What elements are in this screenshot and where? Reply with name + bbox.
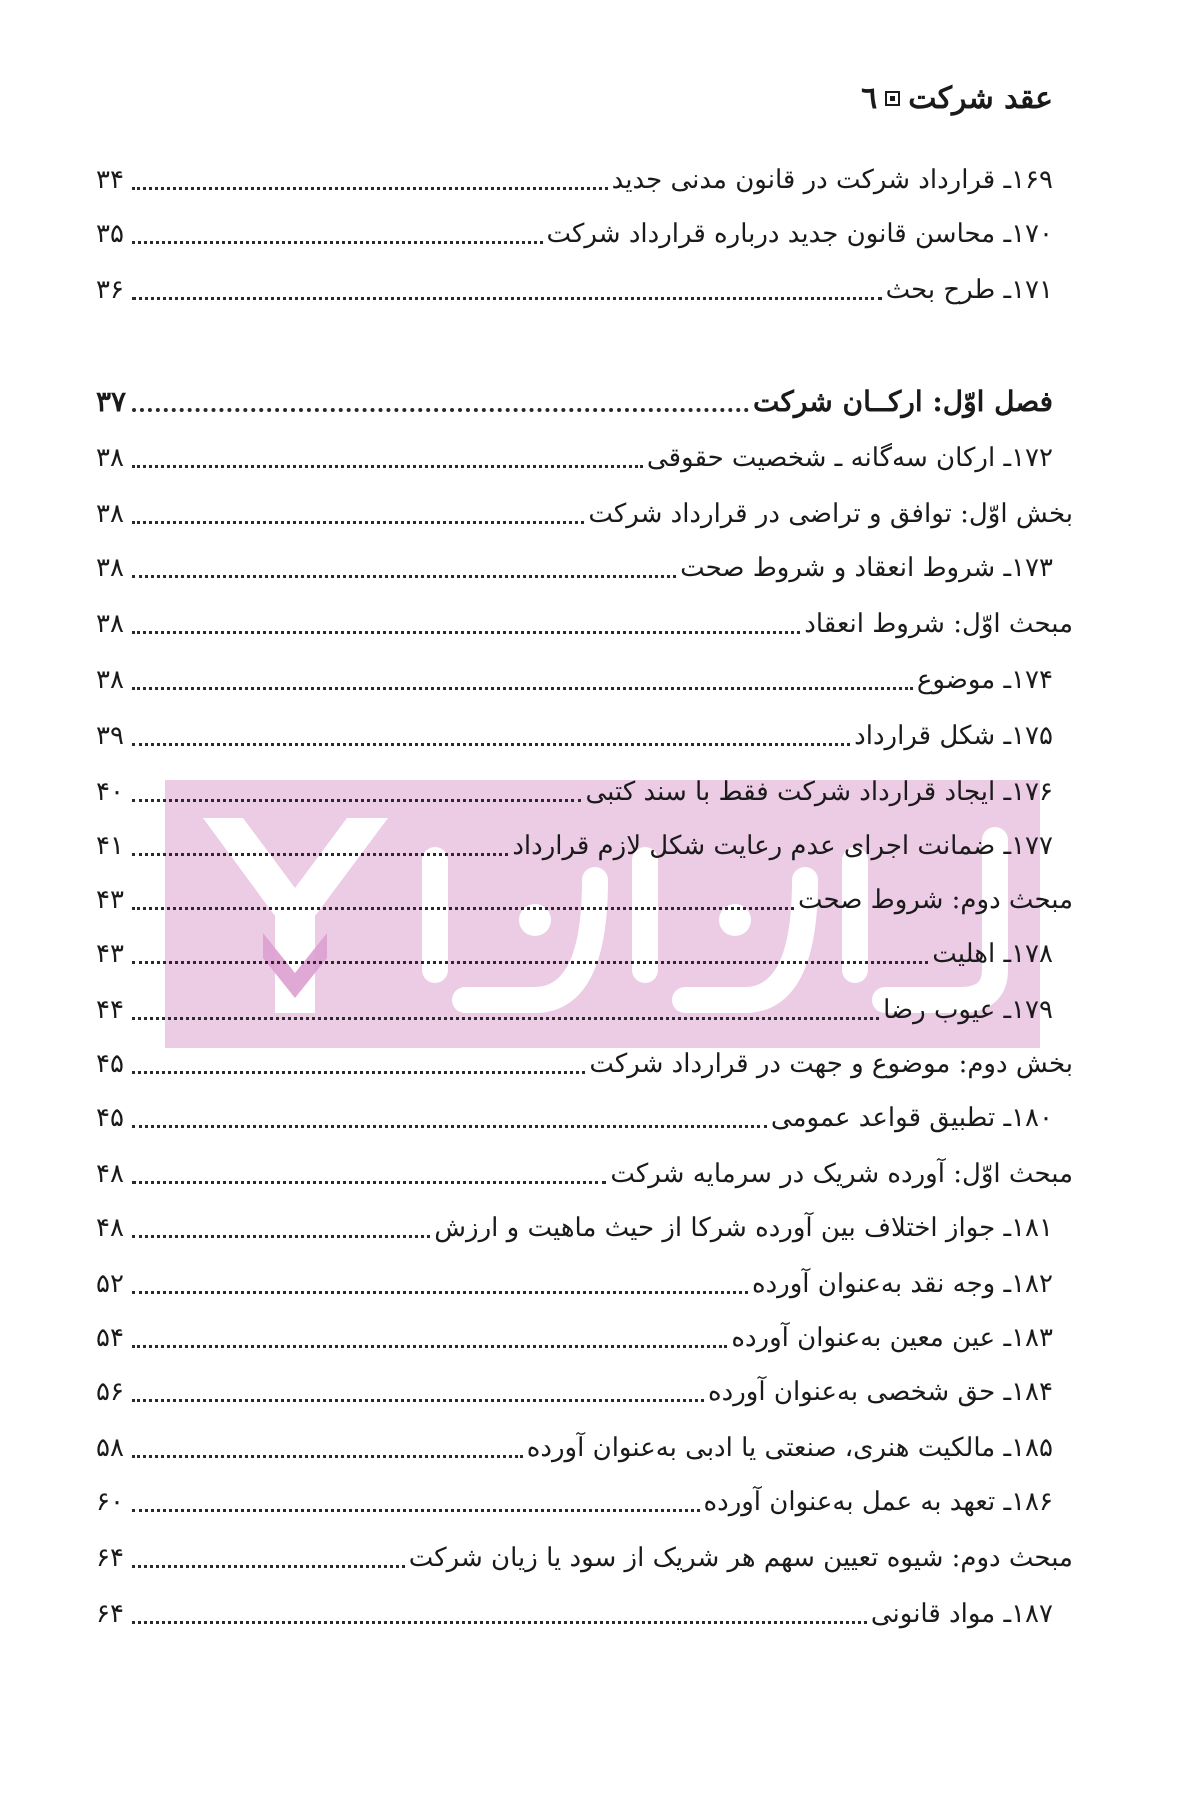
dot-leader [132,1291,748,1294]
toc-row [96,160,1053,200]
toc-page-number: ۴۳ [96,885,124,915]
toc-page-number: ۳۴ [96,165,124,195]
toc-title: ۱۸۳ـ عین معین به‌عنوان آورده [731,1323,1053,1353]
toc-row [96,716,1053,756]
toc-title: مبحث دوم: شروط صحت [798,885,1073,915]
toc-page-number: ۳۸ [96,665,124,695]
toc-title: ۱۸۷ـ مواد قانونی [870,1599,1053,1629]
toc-page-number: ۴۴ [96,995,124,1025]
toc-row [96,772,1053,812]
toc-row [96,990,1053,1030]
toc-row [96,1098,1053,1138]
dot-leader [132,575,676,578]
dot-leader [132,1125,767,1128]
dot-leader [132,1345,727,1348]
toc-row [96,1318,1053,1358]
toc-title: بخش دوم: موضوع و جهت در قرارداد شرکت [589,1049,1073,1079]
dot-leader [132,521,584,524]
toc-page-number: ۵۴ [96,1323,124,1353]
toc-row [96,270,1053,310]
dot-leader [132,799,581,802]
toc-page-number: ۳۷ [96,385,127,418]
dot-leader [132,907,794,910]
dot-leader [132,465,643,468]
dot-leader [132,1621,867,1624]
toc-page-number: ۵۲ [96,1269,124,1299]
toc-page-number: ۵۸ [96,1433,124,1463]
toc-page-number: ۳۸ [96,609,124,639]
toc-title: ۱۸۱ـ جواز اختلاف بین آورده شرکا از حیث ماهیت و ارزش [434,1213,1053,1243]
toc-page-number: ۴۱ [96,831,124,861]
toc-row [96,880,1073,920]
toc-title: مبحث اوّل: شروط انعقاد [804,609,1073,639]
toc-row [96,1264,1053,1304]
toc-page-number: ۳۹ [96,721,124,751]
toc-title: ۱۸۶ـ تعهد به عمل به‌عنوان آورده [703,1487,1053,1517]
dot-leader [132,1565,405,1568]
toc-page-number: ۴۸ [96,1159,124,1189]
toc-row [96,1044,1073,1084]
toc-row [96,934,1053,974]
dot-leader [132,961,928,964]
dot-leader [132,1071,585,1074]
toc-row [96,826,1053,866]
dot-leader [132,1181,606,1184]
toc-title: ۱۷۷ـ ضمانت اجرای عدم رعایت شکل لازم قرارداد [512,831,1053,861]
toc-row [96,548,1053,588]
toc-row [96,1154,1073,1194]
toc-title: ۱۷۴ـ موضوع [916,665,1053,695]
toc-title: بخش اوّل: توافق و تراضی در قرارداد شرکت [588,499,1073,529]
dot-leader [132,631,800,634]
square-bullet-icon [885,91,900,106]
toc-page-number: ۳۸ [96,443,124,473]
toc-page-number: ۴۵ [96,1049,124,1079]
toc-row [96,214,1053,254]
toc-row [96,1208,1053,1248]
toc-row [96,1538,1073,1578]
toc-page-number: ۳۸ [96,553,124,583]
toc-row [96,604,1073,644]
toc-row [96,1372,1053,1412]
dot-leader [132,1235,430,1238]
dot-leader [132,1399,704,1402]
dot-leader [132,853,508,856]
toc-page-number: ۴۳ [96,939,124,969]
toc-title: ۱۷۶ـ ایجاد قرارداد شرکت فقط با سند کتبی [585,777,1053,807]
toc-title: ۱۷۰ـ محاسن قانون جدید درباره قرارداد شرکت [546,219,1053,249]
page-header [861,78,1053,118]
toc-page-number: ۵۶ [96,1377,124,1407]
toc-title: ۱۷۳ـ شروط انعقاد و شروط صحت [680,553,1053,583]
toc-page-number: ۳۸ [96,499,124,529]
toc-title: ۱۸۰ـ تطبیق قواعد عمومی [770,1103,1053,1133]
toc-title: ۱۷۸ـ اهلیت [932,939,1053,969]
toc-title: ۱۸۴ـ حق شخصی به‌عنوان آورده [708,1377,1053,1407]
toc-row [96,660,1053,700]
toc-row [96,494,1073,534]
toc-title: مبحث دوم: شیوه تعیین سهم هر شریک از سود یا زیان شرکت [408,1543,1073,1573]
toc-row [96,1428,1053,1468]
dot-leader [132,743,850,746]
toc-page-number: ۴۰ [96,777,124,807]
dot-leader [132,297,882,300]
toc-page-number: ۳۶ [96,275,124,305]
toc-title: ۱۸۵ـ مالکیت هنری، صنعتی یا ادبی به‌عنوان آورده [526,1433,1053,1463]
toc-page-number: ۳۵ [96,219,124,249]
dot-leader [132,1509,700,1512]
toc-title: ۱۷۵ـ شکل قرارداد [854,721,1053,751]
dot-leader [132,1455,523,1458]
toc-row [96,438,1053,478]
dot-leader [132,187,608,190]
toc-page-number: ۶۴ [96,1543,124,1573]
dot-leader [132,408,749,412]
toc-row [96,382,1053,422]
dot-leader [132,687,913,690]
toc-title: ۱۷۱ـ طرح بحث [885,275,1053,305]
toc-title: ۱۸۲ـ وجه نقد به‌عنوان آورده [751,1269,1053,1299]
toc-title: ۱۷۹ـ عیوب رضا [883,995,1053,1025]
toc-row [96,1482,1053,1522]
toc-page-number: ۴۵ [96,1103,124,1133]
toc-page-number: ۶۴ [96,1599,124,1629]
toc-title: مبحث اوّل: آورده شریک در سرمایه شرکت [610,1159,1073,1189]
toc-row [96,1594,1053,1634]
toc-title: ۱۶۹ـ قرارداد شرکت در قانون مدنی جدید [611,165,1053,195]
toc-title: فصل اوّل: ارکــان شرکت [753,385,1053,418]
dot-leader [132,1017,879,1020]
page-header-title: عقد شرکت [908,80,1053,116]
toc-page-number: ۶۰ [96,1487,124,1517]
page-header-number: ٦ [861,80,878,116]
toc-title: ۱۷۲ـ ارکان سه‌گانه ـ شخصیت حقوقی [646,443,1053,473]
toc-page-number: ۴۸ [96,1213,124,1243]
dot-leader [132,241,543,244]
